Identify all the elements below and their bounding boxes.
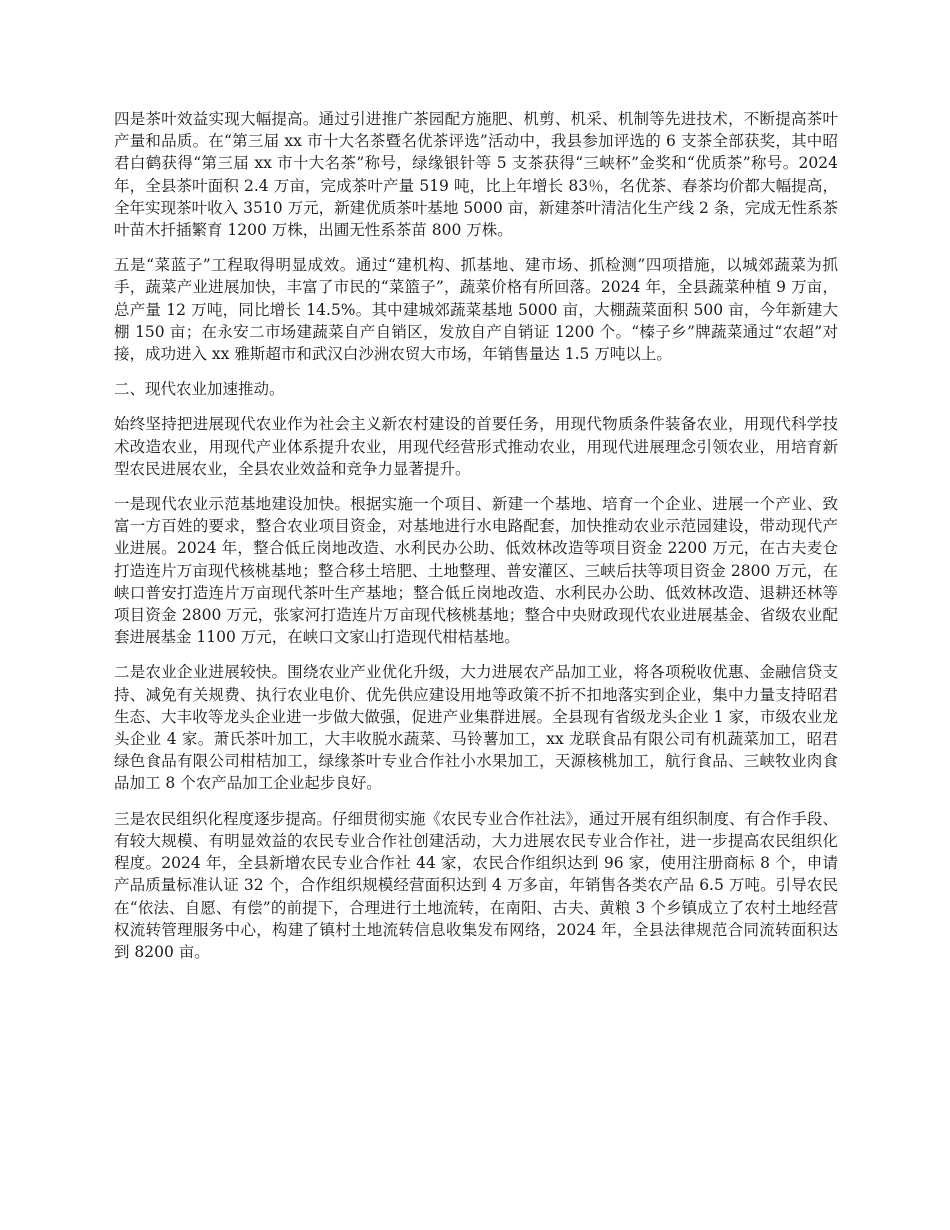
paragraph-modern-agriculture-intro: 始终坚持把进展现代农业作为社会主义新农村建设的首要任务，用现代物质条件装备农业，用现代科学技术改造农业，用现代产业体系提升农业，用现代经营形式推动农业，用现代进展理念引领农业，用培育新型农民进展农业，全县农业效益和竞争力显著提升。 xyxy=(114,415,838,478)
section-heading-modern-agriculture: 二、现代农业加速推动。 xyxy=(114,380,285,399)
paragraph-vegetable-basket: 五是“菜蓝子”工程取得明显成效。通过“建机构、抓基地、建市场、抓检测”四项措施，以城郊蔬菜为抓手，蔬菜产业进展加快，丰富了市民的“菜篮子”，蔬菜价格有所回落。2024 年，全县蔬菜种植 9 万亩，总产量 12 万吨，同比增长 14.5%。其中建城郊蔬菜基地 5000 亩，大棚蔬菜面积 500 亩，今年新建大棚 150 亩；在永安二市场建蔬菜自产自销区，发放自产自销证 1200 个。“榛子乡”牌蔬菜通过“农超”对接，成功进入 xx 雅斯超市和武汉白沙洲农贸大市场，年销售量达 1.5 万吨以上。 xyxy=(114,256,838,364)
paragraph-farmer-organization: 三是农民组织化程度逐步提高。仔细贯彻实施《农民专业合作社法》，通过开展有组织制度、有合作手段、有较大规模、有明显效益的农民专业合作社创建活动，大力进展农民专业合作社，进一步提高农民组织化程度。2024 年，全县新增农民专业合作社 44 家，农民合作组织达到 96 家，使用注册商标 8 个，申请产品质量标准认证 32 个，合作组织规模经营面积达到 4 万多亩，年销售各类农产品 6.5 万吨。引导农民在“依法、自愿、有偿”的前提下，合理进行土地流转，在南阳、古夫、黄粮 3 个乡镇成立了农村土地经营权流转管理服务中心，构建了镇村土地流转信息收集发布网络，2024 年，全县法律规范合同流转面积达到 8200 亩。 xyxy=(114,809,838,961)
paragraph-agri-enterprises: 二是农业企业进展较快。围绕农业产业优化升级，大力进展农产品加工业，将各项税收优惠、金融信贷支持、减免有关规费、执行农业电价、优先供应建设用地等政策不折不扣地落实到企业，集中力量支持昭君生态、大丰收等龙头企业进一步做大做强，促进产业集群进展。全县现有省级龙头企业 1 家，市级农业龙头企业 4 家。萧氏茶叶加工，大丰收脱水蔬菜、马铃薯加工，xx 龙联食品有限公司有机蔬菜加工，昭君绿色食品有限公司柑桔加工，绿缘茶叶专业合作社小水果加工，天源核桃加工，航行食品、三峡牧业肉食品加工 8 个农产品加工企业起步良好。 xyxy=(114,663,838,793)
document-page xyxy=(114,108,838,976)
paragraph-demo-base: 一是现代农业示范基地建设加快。根据实施一个项目、新建一个基地、培育一个企业、进展一个产业、致富一方百姓的要求，整合农业项目资金，对基地进行水电路配套，加快推动农业示范园建设，带动现代产业进展。2024 年，整合低丘岗地改造、水利民办公助、低效林改造等项目资金 2200 万元，在古夫麦仓打造连片万亩现代核桃基地；整合移土培肥、土地整理、普安灌区、三峡后扶等项目资金 2800 万元，在峡口普安打造连片万亩现代茶叶生产基地；整合低丘岗地改造、水利民办公助、低效林改造、退耕还林等项目资金 2800 万元，张家河打造连片万亩现代核桃基地；整合中央财政现代农业进展基金、省级农业配套进展基金 1100 万元，在峡口文家山打造现代柑桔基地。 xyxy=(114,495,838,647)
paragraph-tea-benefits: 四是茶叶效益实现大幅提高。通过引进推广茶园配方施肥、机剪、机采、机制等先进技术，不断提高茶叶产量和品质。在“第三届 xx 市十大名茶暨名优茶评选”活动中，我县参加评选的 6 支茶全部获奖，其中昭君白鹤获得“第三届 xx 市十大名茶”称号，绿缘银针等 5 支茶获得“三峡杯”金奖和“优质茶”称号。2024 年，全县茶叶面积 2.4 万亩，完成茶叶产量 519 吨，比上年增长 83％，名优茶、春茶均价都大幅提高，全年实现茶叶收入 3510 万元，新建优质茶叶基地 5000 亩，新建茶叶清洁化生产线 2 条，完成无性系茶叶苗木扦插繁育 1200 万株，出圃无性系茶苗 800 万株。 xyxy=(114,110,838,240)
